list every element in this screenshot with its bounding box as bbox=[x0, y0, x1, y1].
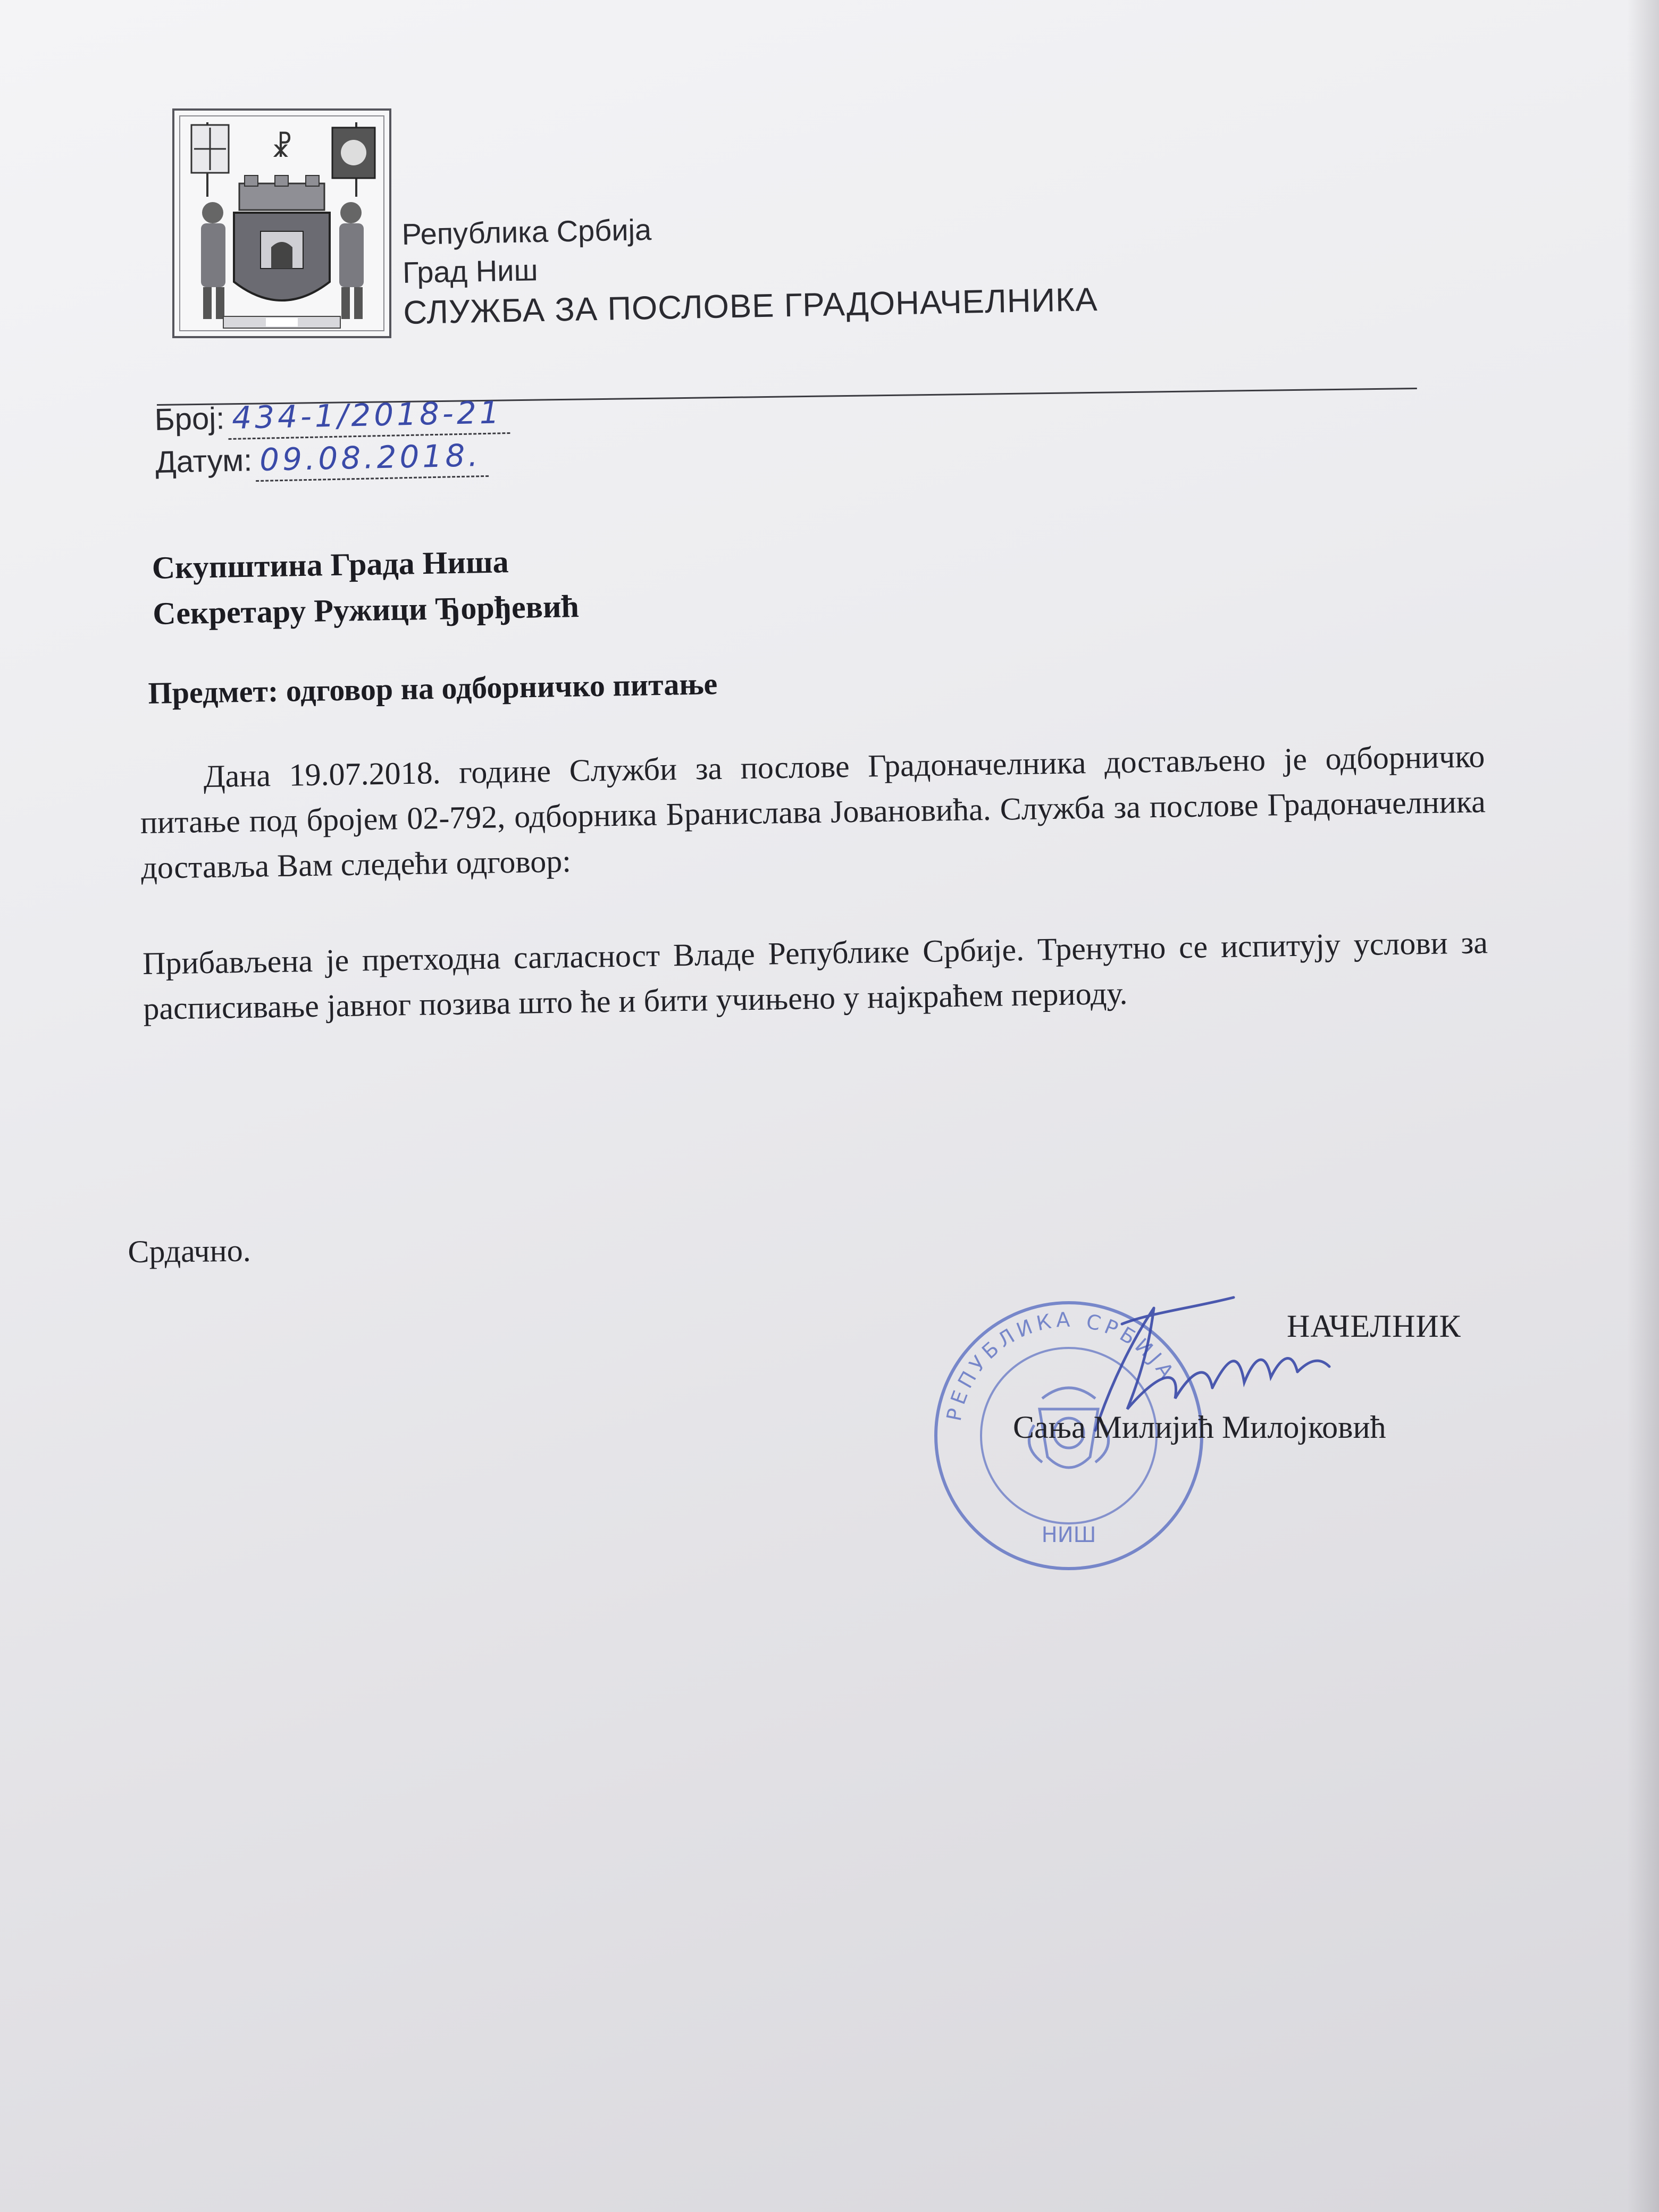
letterhead-city: Град Ниш bbox=[402, 253, 538, 289]
coat-of-arms-icon bbox=[170, 106, 393, 340]
recipient-line-1: Скупштина Града Ниша bbox=[152, 544, 509, 585]
reference-number-label: Број: bbox=[154, 401, 225, 437]
reference-block bbox=[154, 394, 511, 487]
body-paragraph-2: Прибављена је претходна сагласност Владе Републике Србије. Тренутно се испитују услови за расписивање јавног позива што ће и бити учињено у најкраћем периоду. bbox=[142, 925, 1488, 1026]
stamp-ring-text: РЕПУБЛИКА СРБИЈА bbox=[942, 1308, 1180, 1423]
reference-date-label: Датум: bbox=[155, 443, 253, 480]
reference-date-row bbox=[155, 437, 512, 487]
reference-number-value: 434-1/2018-21 bbox=[228, 394, 510, 440]
closing-salutation: Срдачно. bbox=[128, 1233, 251, 1269]
signatory-name: Сања Милијић Милојковић bbox=[1013, 1410, 1386, 1445]
recipient-block bbox=[152, 538, 580, 636]
svg-text:☧: ☧ bbox=[271, 132, 293, 164]
letter-body bbox=[139, 734, 1489, 1032]
letterhead-office: СЛУЖБА ЗА ПОСЛОВЕ ГРАДОНАЧЕЛНИКА bbox=[403, 281, 1099, 331]
letterhead bbox=[401, 202, 1098, 334]
letterhead-country: Република Србија bbox=[401, 212, 652, 251]
recipient-line-2: Секретару Ружици Ђорђевић bbox=[152, 588, 580, 631]
signatory-title: НАЧЕЛНИК bbox=[1287, 1309, 1461, 1344]
reference-number-row bbox=[154, 394, 510, 444]
page-shadow bbox=[1627, 0, 1659, 2212]
body-paragraph-1: Дана 19.07.2018. године Служби за послове Градоначелника достављено је одборничко питање под бројем 02-792, одборника Бранислава Јовановића. Служба за послове Градоначелника доставља Вам следећи одговор: bbox=[140, 739, 1486, 885]
subject-line: Предмет: одговор на одборничко питање bbox=[148, 666, 718, 710]
stamp-city-text: НИШ bbox=[1041, 1523, 1096, 1547]
reference-date-value: 09.08.2018. bbox=[255, 437, 489, 482]
